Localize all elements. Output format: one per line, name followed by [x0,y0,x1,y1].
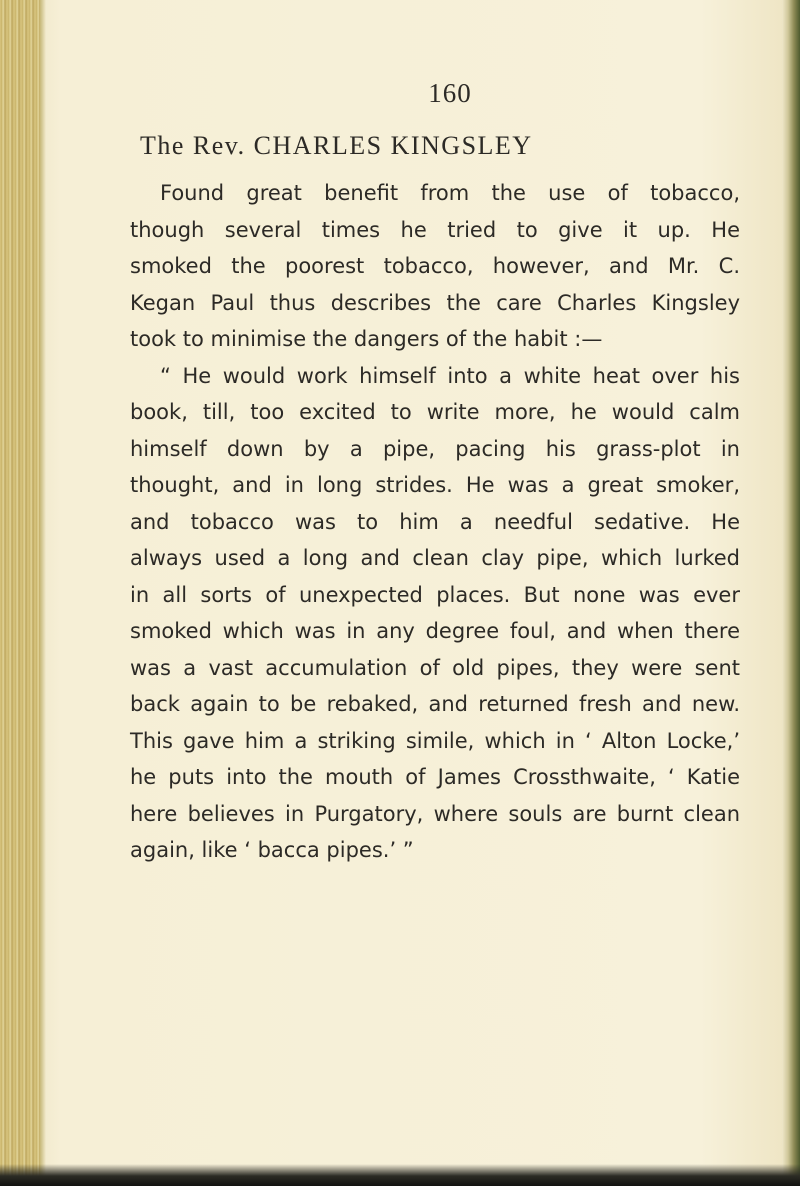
text-line: again, like ‘ bacca pipes.’ ” [130,838,414,862]
page-bottom-shadow [0,1164,800,1186]
text-line: This gave him a striking simile, which in ‘ Alton Locke,’ [130,728,740,753]
text-line: thought, and in long strides. He was a great smoker, [130,473,740,497]
text-line: though several times he tried to give it up. He [130,217,740,242]
text-line: smoked which was in any degree foul, and when there [130,619,740,643]
text-line: back again to be rebaked, and returned fresh and new. [130,692,740,716]
text-line: here believes in Purgatory, where souls are burnt clean [130,801,740,826]
section-heading [140,131,740,161]
text-line: himself down by a pipe, pacing his grass-plot in [130,436,740,461]
heading-text: The Rev. CHARLES KINGSLEY [140,131,533,160]
body-text [130,175,740,869]
page-content [130,78,740,869]
text-line: always used a long and clean clay pipe, which lurked [130,546,740,570]
page-edges-left [0,0,40,1186]
text-line: and tobacco was to him a needful sedative. He [130,509,740,534]
text-line: in all sorts of unexpected places. But none was ever [130,582,740,607]
text-line: was a vast accumulation of old pipes, they were sent [130,655,740,680]
text-line: “ He would work himself into a white heat over his [160,363,740,388]
page-number: 160 [428,78,472,108]
text-line: Found great benefit from the use of tobacco, [160,181,740,205]
text-line: Kegan Paul thus describes the care Charles Kingsley [130,290,740,315]
text-line: smoked the poorest tobacco, however, and Mr. C. [130,254,740,278]
binding-edge-right [782,0,800,1186]
text-line: took to minimise the dangers of the habit :— [130,327,603,351]
text-line: book, till, too excited to write more, he would calm [130,400,740,424]
text-line: he puts into the mouth of James Crossthwaite, ‘ Katie [130,765,740,789]
